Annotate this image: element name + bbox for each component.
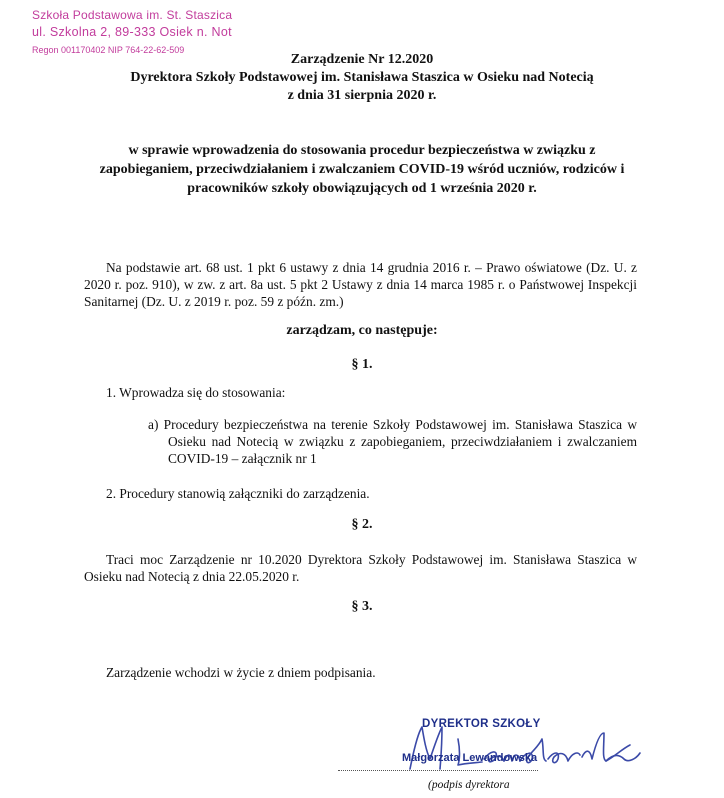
legal-basis-paragraph: Na podstawie art. 68 ust. 1 pkt 6 ustawy z dnia 14 grudnia 2016 r. – Prawo oświatowe (Dz. U. z 2020 r. poz. 910), w zw. z art. 8a ust. 5 pkt 2 Ustawy z dnia 14 marca 1985 r. o Państwowej Inspekcji Sanitarnej (Dz. U. z 2019 r. poz. 59 z późn. zm.) — [84, 260, 637, 309]
title-date: z dnia 31 sierpnia 2020 r. — [287, 88, 437, 103]
stamp-address: ul. Szkolna 2, 89-333 Osiek n. Not — [32, 25, 232, 39]
section-2-text: Traci moc Zarządzenie nr 10.2020 Dyrektora Szkoły Podstawowej im. Stanisława Staszica w Osieku nad Notecią z dnia 22.05.2020 r. — [84, 552, 637, 584]
section-1-item-2: 2. Procedury stanowią załączniki do zarządzenia. — [106, 486, 370, 501]
section-1-heading: § 1. — [351, 357, 373, 372]
section-1-item-1: 1. Wprowadza się do stosowania: — [106, 385, 286, 400]
stamp-registry: Regon 001170402 NIP 764-22-62-509 — [32, 45, 185, 55]
title-number: Zarządzenie Nr 12.2020 — [290, 52, 434, 67]
signature-caption: (podpis dyrektora — [428, 779, 510, 791]
section-2-heading: § 2. — [351, 517, 373, 532]
director-stamp-name: Małgorzata Lewandowska — [402, 752, 538, 764]
school-stamp — [32, 8, 252, 55]
signature-line — [338, 770, 538, 771]
subject-line: zapobieganiem, przeciwdziałaniem i zwalczaniem COVID-19 wśród uczniów, rodziców i — [99, 162, 625, 177]
title-issuer: Dyrektora Szkoły Podstawowej im. Stanisława Staszica w Osieku nad Notecią — [130, 70, 594, 85]
stamp-school-name: Szkoła Podstawowa im. St. Staszica — [32, 8, 233, 22]
subject-line: w sprawie wprowadzenia do stosowania procedur bezpieczeństwa w związku z — [128, 143, 596, 158]
director-stamp-title: DYREKTOR SZKOŁY — [422, 718, 541, 730]
document-title — [0, 51, 724, 105]
section-3-text: Zarządzenie wchodzi w życie z dniem podpisania. — [106, 665, 376, 680]
signature-area — [380, 715, 700, 795]
document-subject — [0, 141, 724, 198]
subject-line: pracowników szkoły obowiązujących od 1 września 2020 r. — [187, 181, 537, 196]
decree-heading: zarządzam, co następuje: — [286, 323, 438, 338]
section-3-heading: § 3. — [351, 599, 373, 614]
section-1-item-1a: a) Procedury bezpieczeństwa na terenie Szkoły Podstawowej im. Stanisława Staszica w Osieku nad Notecią w związku z zapobieganiem, przeciwdziałaniem i zwalczaniem COVID-19 – załącznik nr 1 — [148, 417, 637, 466]
